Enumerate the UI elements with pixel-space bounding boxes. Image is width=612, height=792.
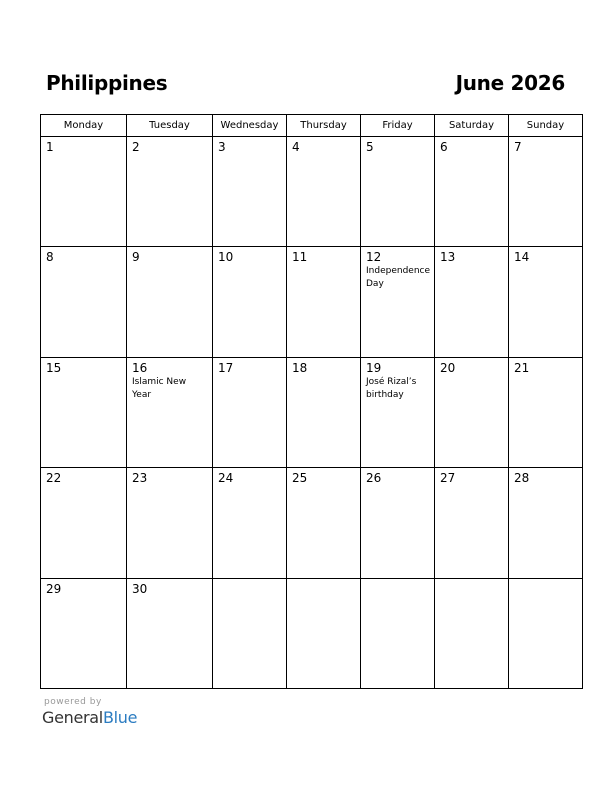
day-cell xyxy=(127,357,213,467)
day-cell xyxy=(213,137,287,247)
powered-by-label: powered by xyxy=(44,697,102,707)
day-number: 25 xyxy=(292,471,308,486)
day-number: 11 xyxy=(292,250,308,265)
day-cell xyxy=(361,247,435,357)
day-cell xyxy=(127,578,213,688)
week-row xyxy=(41,137,583,247)
event-label: Islamic New Year xyxy=(132,376,187,400)
day-cell xyxy=(41,137,127,247)
day-number: 23 xyxy=(132,471,148,486)
week-row xyxy=(41,578,583,688)
day-cell xyxy=(435,468,509,578)
day-number: 22 xyxy=(46,471,62,486)
day-cell xyxy=(509,247,583,357)
day-cell xyxy=(287,247,361,357)
day-number: 7 xyxy=(514,140,522,154)
day-number: 9 xyxy=(132,250,140,265)
day-cell xyxy=(435,137,509,247)
day-cell xyxy=(435,357,509,467)
calendar-grid xyxy=(40,114,583,689)
day-cell xyxy=(127,468,213,578)
country-title: Philippines xyxy=(46,71,168,95)
day-cell xyxy=(213,247,287,357)
week-row xyxy=(41,357,583,467)
day-number: 16 xyxy=(132,360,148,375)
day-number: 5 xyxy=(366,140,374,154)
day-cell xyxy=(435,247,509,357)
weekday-tuesday: Tuesday xyxy=(127,115,213,137)
brand-blue: Blue xyxy=(102,708,138,727)
day-number: 21 xyxy=(514,360,530,375)
weekday-thursday: Thursday xyxy=(287,115,361,137)
day-number: 15 xyxy=(46,360,62,375)
day-number: 6 xyxy=(440,140,448,154)
event-label: José Rizal’s birthday xyxy=(366,376,417,400)
day-cell xyxy=(509,578,583,688)
day-number: 8 xyxy=(46,250,54,265)
day-cell xyxy=(41,357,127,467)
day-number: 17 xyxy=(218,360,234,375)
day-cell xyxy=(287,468,361,578)
day-number: 26 xyxy=(366,471,382,486)
day-cell xyxy=(361,137,435,247)
day-cell xyxy=(287,578,361,688)
day-number: 1 xyxy=(46,140,54,154)
day-cell xyxy=(361,357,435,467)
week-row xyxy=(41,468,583,578)
day-cell xyxy=(435,578,509,688)
brand-general: General xyxy=(42,708,103,727)
event-label: Independence Day xyxy=(366,266,431,290)
day-cell xyxy=(41,468,127,578)
weekday-friday: Friday xyxy=(361,115,435,137)
day-number: 29 xyxy=(46,581,62,596)
weekday-monday: Monday xyxy=(41,115,127,137)
day-number: 24 xyxy=(218,471,234,486)
day-number: 2 xyxy=(132,140,140,154)
day-cell xyxy=(213,578,287,688)
day-cell xyxy=(41,578,127,688)
day-number: 3 xyxy=(218,140,226,154)
day-number: 12 xyxy=(366,250,382,265)
day-cell xyxy=(41,247,127,357)
weekday-wednesday: Wednesday xyxy=(213,115,287,137)
day-number: 28 xyxy=(514,471,530,486)
week-row xyxy=(41,247,583,357)
day-cell xyxy=(127,137,213,247)
day-cell xyxy=(509,137,583,247)
day-cell xyxy=(361,578,435,688)
weekday-saturday: Saturday xyxy=(435,115,509,137)
day-number: 19 xyxy=(366,360,382,375)
day-cell xyxy=(213,468,287,578)
day-number: 30 xyxy=(132,581,148,596)
day-cell xyxy=(213,357,287,467)
day-number: 14 xyxy=(514,250,530,265)
day-cell xyxy=(287,137,361,247)
generalblue-logo[interactable] xyxy=(42,708,137,727)
day-number: 13 xyxy=(440,250,456,265)
weekday-header-row xyxy=(41,115,583,137)
day-number: 4 xyxy=(292,140,300,154)
day-number: 18 xyxy=(292,360,308,375)
day-cell xyxy=(127,247,213,357)
month-title: June 2026 xyxy=(455,71,565,95)
day-number: 10 xyxy=(218,250,234,265)
day-cell xyxy=(361,468,435,578)
day-cell xyxy=(287,357,361,467)
weekday-sunday: Sunday xyxy=(509,115,583,137)
day-cell xyxy=(509,468,583,578)
day-cell xyxy=(509,357,583,467)
day-number: 20 xyxy=(440,360,456,375)
day-number: 27 xyxy=(440,471,456,486)
